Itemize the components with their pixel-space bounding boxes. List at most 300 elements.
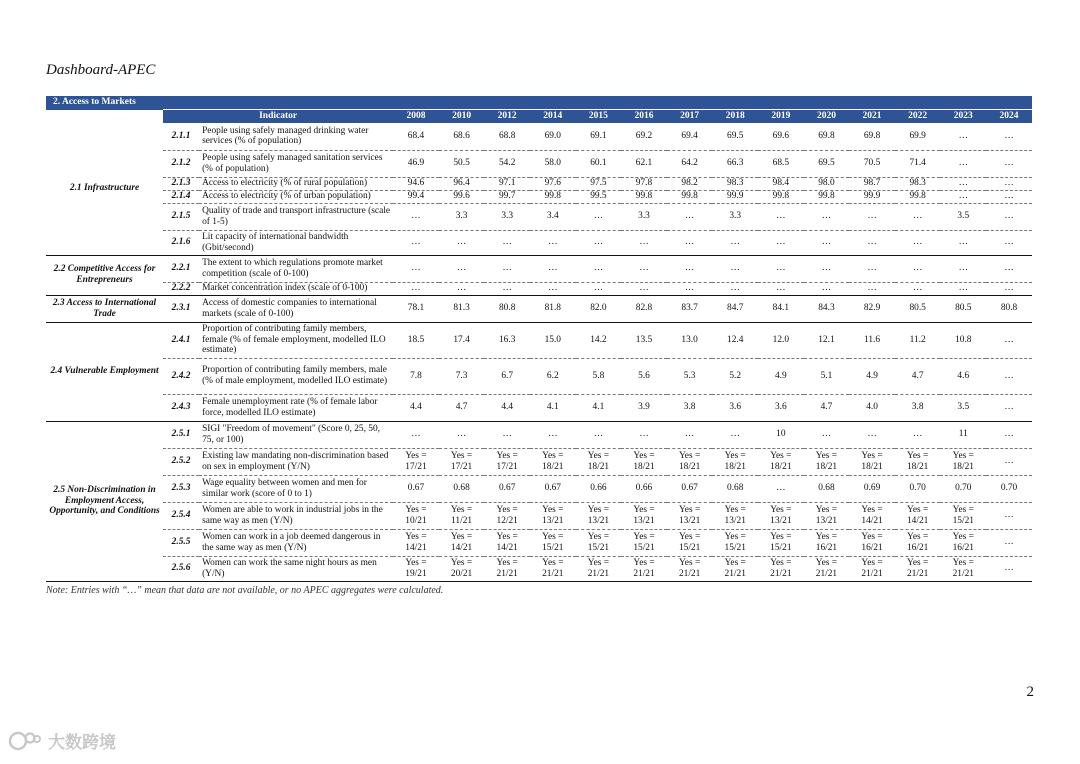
indicator-value: Yes = 12/21: [484, 502, 530, 529]
indicator-value: Yes = 21/21: [484, 556, 530, 581]
indicator-value: …: [895, 421, 941, 448]
indicator-value: …: [576, 421, 622, 448]
year-column-header: 2021: [849, 110, 895, 124]
indicator-name: People using safely managed sanitation services (% of population): [199, 150, 393, 177]
indicator-value: …: [393, 203, 439, 230]
indicator-value: …: [621, 282, 667, 295]
indicator-table-body: [46, 123, 1032, 581]
indicator-value: Yes = 20/21: [439, 556, 485, 581]
indicator-value: Yes = 13/21: [576, 502, 622, 529]
indicator-value: 4.0: [849, 394, 895, 421]
indicator-value: 70.5: [849, 150, 895, 177]
indicator-value: …: [439, 230, 485, 255]
indicator-value: Yes = 14/21: [849, 502, 895, 529]
indicator-value: 68.4: [393, 123, 439, 150]
indicator-value: 6.7: [484, 358, 530, 394]
indicator-value: …: [758, 282, 804, 295]
year-column-header: 2017: [667, 110, 713, 124]
indicator-value: …: [530, 282, 576, 295]
indicator-value: Yes = 15/21: [621, 529, 667, 556]
indicator-value: …: [986, 358, 1032, 394]
indicator-value: 10.8: [940, 322, 986, 358]
indicator-table: [46, 96, 1032, 582]
indicator-value: 5.2: [712, 358, 758, 394]
indicator-value: …: [439, 255, 485, 282]
indicator-value: 69.5: [804, 150, 850, 177]
indicator-value: 0.70: [986, 475, 1032, 502]
indicator-group-label: 2.5 Non-Discrimination in Employment Access, Opportunity, and Conditions: [46, 421, 163, 581]
indicator-value: …: [940, 190, 986, 203]
indicator-value: 80.5: [895, 295, 941, 322]
indicator-value: Yes = 15/21: [576, 529, 622, 556]
indicator-value: Yes = 16/21: [804, 529, 850, 556]
year-column-header: 2015: [576, 110, 622, 124]
indicator-code: 2.5.2: [163, 448, 199, 475]
indicator-value: …: [986, 123, 1032, 150]
table-row: [46, 421, 1032, 448]
year-column-header: 2023: [940, 110, 986, 124]
indicator-value: …: [849, 282, 895, 295]
indicator-value: 3.3: [712, 203, 758, 230]
table-row: [46, 448, 1032, 475]
indicator-value: …: [986, 150, 1032, 177]
indicator-value: …: [895, 282, 941, 295]
indicator-code: 2.5.3: [163, 475, 199, 502]
indicator-value: …: [758, 255, 804, 282]
indicator-value: Yes = 18/21: [849, 448, 895, 475]
indicator-value: Yes = 21/21: [667, 556, 713, 581]
indicator-value: Yes = 16/21: [895, 529, 941, 556]
indicator-code: 2.2.1: [163, 255, 199, 282]
indicator-value: 80.8: [986, 295, 1032, 322]
indicator-value: …: [986, 502, 1032, 529]
indicator-value: Yes = 14/21: [393, 529, 439, 556]
indicator-value: …: [986, 421, 1032, 448]
indicator-value: Yes = 17/21: [484, 448, 530, 475]
table-row: [46, 295, 1032, 322]
indicator-value: 69.5: [712, 123, 758, 150]
indicator-value: Yes = 10/21: [393, 502, 439, 529]
indicator-value: 99.5: [576, 190, 622, 203]
indicator-value: 68.6: [439, 123, 485, 150]
indicator-value: 98.7: [849, 177, 895, 190]
indicator-value: 6.2: [530, 358, 576, 394]
table-row: [46, 255, 1032, 282]
indicator-value: 98.0: [804, 177, 850, 190]
indicator-value: 0.70: [895, 475, 941, 502]
watermark-text: 大数跨境: [48, 733, 116, 753]
indicator-value: …: [712, 230, 758, 255]
indicator-value: 99.9: [712, 190, 758, 203]
indicator-value: …: [530, 230, 576, 255]
table-row: [46, 394, 1032, 421]
indicator-value: …: [576, 203, 622, 230]
table-row: [46, 190, 1032, 203]
indicator-value: 4.9: [758, 358, 804, 394]
indicator-name: Access to electricity (% of urban population): [199, 190, 393, 203]
indicator-value: …: [986, 282, 1032, 295]
indicator-value: …: [986, 177, 1032, 190]
indicator-value: 3.6: [712, 394, 758, 421]
indicator-value: Yes = 17/21: [439, 448, 485, 475]
indicator-code: 2.4.3: [163, 394, 199, 421]
indicator-value: 80.5: [940, 295, 986, 322]
year-column-header: 2012: [484, 110, 530, 124]
year-column-header: 2019: [758, 110, 804, 124]
indicator-value: …: [758, 475, 804, 502]
indicator-value: 7.3: [439, 358, 485, 394]
indicator-value: 54.2: [484, 150, 530, 177]
indicator-value: …: [393, 230, 439, 255]
indicator-group-label: 2.1 Infrastructure: [46, 123, 163, 255]
indicator-column-header: Indicator: [163, 110, 393, 124]
indicator-value: 66.3: [712, 150, 758, 177]
indicator-code: 2.4.2: [163, 358, 199, 394]
section-header-row: [46, 96, 1032, 110]
indicator-value: 81.3: [439, 295, 485, 322]
indicator-value: 0.70: [940, 475, 986, 502]
indicator-value: …: [576, 282, 622, 295]
indicator-value: Yes = 21/21: [804, 556, 850, 581]
indicator-value: …: [484, 230, 530, 255]
indicator-value: 4.4: [393, 394, 439, 421]
indicator-value: …: [804, 230, 850, 255]
watermark: [8, 728, 116, 753]
indicator-group-label: 2.3 Access to International Trade: [46, 295, 163, 322]
table-row: [46, 556, 1032, 581]
indicator-name: Women can work the same night hours as men (Y/N): [199, 556, 393, 581]
indicator-value: Yes = 17/21: [393, 448, 439, 475]
indicator-value: …: [712, 282, 758, 295]
indicator-value: 17.4: [439, 322, 485, 358]
indicator-value: Yes = 18/21: [621, 448, 667, 475]
indicator-name: Access of domestic companies to international markets (scale of 0-100): [199, 295, 393, 322]
indicator-value: …: [986, 529, 1032, 556]
indicator-value: Yes = 18/21: [667, 448, 713, 475]
indicator-code: 2.2.2: [163, 282, 199, 295]
indicator-value: 4.7: [895, 358, 941, 394]
indicator-value: 5.1: [804, 358, 850, 394]
indicator-value: …: [667, 421, 713, 448]
table-row: [46, 230, 1032, 255]
indicator-value: 99.8: [758, 190, 804, 203]
indicator-value: 69.8: [804, 123, 850, 150]
table-row: [46, 502, 1032, 529]
indicator-value: 82.0: [576, 295, 622, 322]
indicator-value: 99.4: [393, 190, 439, 203]
indicator-value: …: [986, 448, 1032, 475]
indicator-value: Yes = 13/21: [530, 502, 576, 529]
indicator-name: Market concentration index (scale of 0-100): [199, 282, 393, 295]
indicator-value: …: [986, 322, 1032, 358]
year-column-header: 2020: [804, 110, 850, 124]
indicator-value: Yes = 14/21: [439, 529, 485, 556]
indicator-value: …: [758, 230, 804, 255]
indicator-value: 97.8: [621, 177, 667, 190]
indicator-value: 18.5: [393, 322, 439, 358]
indicator-value: …: [667, 230, 713, 255]
indicator-value: Yes = 15/21: [940, 502, 986, 529]
indicator-value: …: [895, 255, 941, 282]
table-row: [46, 203, 1032, 230]
indicator-name: People using safely managed drinking water services (% of population): [199, 123, 393, 150]
indicator-value: 82.9: [849, 295, 895, 322]
indicator-value: …: [849, 203, 895, 230]
indicator-value: …: [667, 203, 713, 230]
indicator-value: 4.9: [849, 358, 895, 394]
group-header-blank: [46, 110, 163, 124]
indicator-value: …: [986, 203, 1032, 230]
indicator-value: …: [530, 421, 576, 448]
indicator-value: 3.4: [530, 203, 576, 230]
indicator-value: 13.5: [621, 322, 667, 358]
indicator-value: Yes = 21/21: [895, 556, 941, 581]
indicator-value: 3.3: [484, 203, 530, 230]
indicator-value: 69.8: [849, 123, 895, 150]
indicator-value: 99.8: [621, 190, 667, 203]
table-row: [46, 475, 1032, 502]
indicator-value: Yes = 13/21: [712, 502, 758, 529]
indicator-value: …: [804, 282, 850, 295]
indicator-value: 3.8: [667, 394, 713, 421]
indicator-value: 84.7: [712, 295, 758, 322]
indicator-value: …: [804, 255, 850, 282]
table-row: [46, 322, 1032, 358]
indicator-value: 4.6: [940, 358, 986, 394]
year-column-header: 2018: [712, 110, 758, 124]
indicator-value: 0.66: [576, 475, 622, 502]
indicator-value: 69.6: [758, 123, 804, 150]
indicator-name: SIGI "Freedom of movement" (Score 0, 25, 50, 75, or 100): [199, 421, 393, 448]
indicator-value: 68.8: [484, 123, 530, 150]
indicator-value: …: [621, 230, 667, 255]
indicator-value: 5.6: [621, 358, 667, 394]
indicator-value: 5.3: [667, 358, 713, 394]
indicator-value: 97.6: [530, 177, 576, 190]
indicator-value: 69.9: [895, 123, 941, 150]
indicator-value: 99.8: [804, 190, 850, 203]
indicator-value: …: [940, 150, 986, 177]
indicator-value: …: [940, 282, 986, 295]
indicator-value: …: [712, 421, 758, 448]
indicator-value: Yes = 21/21: [530, 556, 576, 581]
column-header-row: [46, 110, 1032, 124]
indicator-value: Yes = 19/21: [393, 556, 439, 581]
indicator-name: Quality of trade and transport infrastructure (scale of 1-5): [199, 203, 393, 230]
indicator-code: 2.5.5: [163, 529, 199, 556]
indicator-value: 3.5: [940, 203, 986, 230]
indicator-table-container: [46, 96, 1032, 582]
indicator-value: …: [849, 230, 895, 255]
indicator-value: …: [484, 282, 530, 295]
indicator-name: Existing law mandating non-discrimination based on sex in employment (Y/N): [199, 448, 393, 475]
indicator-value: 71.4: [895, 150, 941, 177]
indicator-value: …: [895, 230, 941, 255]
indicator-code: 2.5.1: [163, 421, 199, 448]
indicator-code: 2.1.1: [163, 123, 199, 150]
section-title: 2. Access to Markets: [46, 96, 1032, 110]
indicator-value: Yes = 21/21: [758, 556, 804, 581]
indicator-name: Women can work in a job deemed dangerous in the same way as men (Y/N): [199, 529, 393, 556]
indicator-value: 62.1: [621, 150, 667, 177]
indicator-value: …: [439, 282, 485, 295]
indicator-value: …: [758, 203, 804, 230]
indicator-value: 97.1: [484, 177, 530, 190]
table-row: [46, 123, 1032, 150]
table-row: [46, 282, 1032, 295]
table-row: [46, 529, 1032, 556]
indicator-name: Proportion of contributing family members, female (% of female employment, modelled ILO estimate): [199, 322, 393, 358]
indicator-value: …: [393, 255, 439, 282]
indicator-value: Yes = 13/21: [758, 502, 804, 529]
indicator-value: …: [667, 282, 713, 295]
indicator-code: 2.4.1: [163, 322, 199, 358]
indicator-value: 50.5: [439, 150, 485, 177]
indicator-value: Yes = 15/21: [758, 529, 804, 556]
indicator-value: 83.7: [667, 295, 713, 322]
indicator-value: 4.7: [439, 394, 485, 421]
indicator-value: 15.0: [530, 322, 576, 358]
indicator-group-label: 2.4 Vulnerable Employment: [46, 322, 163, 421]
year-column-header: 2022: [895, 110, 941, 124]
indicator-value: Yes = 21/21: [849, 556, 895, 581]
indicator-value: 68.5: [758, 150, 804, 177]
indicator-name: Lit capacity of international bandwidth (Gbit/second): [199, 230, 393, 255]
indicator-name: The extent to which regulations promote market competition (scale of 0-100): [199, 255, 393, 282]
indicator-name: Proportion of contributing family members, male (% of male employment, modelled ILO estimate): [199, 358, 393, 394]
indicator-value: 69.0: [530, 123, 576, 150]
indicator-value: 3.8: [895, 394, 941, 421]
indicator-value: 81.8: [530, 295, 576, 322]
indicator-value: Yes = 21/21: [621, 556, 667, 581]
indicator-value: 60.1: [576, 150, 622, 177]
indicator-value: 0.69: [849, 475, 895, 502]
indicator-code: 2.1.3: [163, 177, 199, 190]
indicator-value: 7.8: [393, 358, 439, 394]
indicator-value: 4.1: [530, 394, 576, 421]
indicator-value: 78.1: [393, 295, 439, 322]
indicator-value: 3.9: [621, 394, 667, 421]
indicator-value: …: [986, 190, 1032, 203]
indicator-value: …: [621, 255, 667, 282]
indicator-value: …: [986, 230, 1032, 255]
indicator-value: Yes = 18/21: [895, 448, 941, 475]
indicator-value: 11.6: [849, 322, 895, 358]
indicator-value: …: [804, 203, 850, 230]
indicator-code: 2.1.4: [163, 190, 199, 203]
indicator-value: …: [940, 230, 986, 255]
indicator-value: …: [986, 255, 1032, 282]
indicator-value: 10: [758, 421, 804, 448]
indicator-value: 69.1: [576, 123, 622, 150]
indicator-value: 84.1: [758, 295, 804, 322]
indicator-value: 3.3: [621, 203, 667, 230]
indicator-value: 12.1: [804, 322, 850, 358]
indicator-code: 2.5.4: [163, 502, 199, 529]
indicator-value: 0.66: [621, 475, 667, 502]
indicator-value: 0.68: [439, 475, 485, 502]
indicator-value: 0.68: [804, 475, 850, 502]
page-title: Dashboard-APEC: [46, 62, 156, 78]
indicator-value: 84.3: [804, 295, 850, 322]
indicator-value: Yes = 15/21: [667, 529, 713, 556]
indicator-value: …: [986, 556, 1032, 581]
indicator-value: …: [849, 421, 895, 448]
indicator-value: …: [439, 421, 485, 448]
indicator-value: 82.8: [621, 295, 667, 322]
indicator-value: …: [576, 230, 622, 255]
indicator-value: 3.6: [758, 394, 804, 421]
indicator-value: Yes = 13/21: [621, 502, 667, 529]
indicator-value: 12.0: [758, 322, 804, 358]
indicator-name: Women are able to work in industrial jobs in the same way as men (Y/N): [199, 502, 393, 529]
indicator-value: 0.68: [712, 475, 758, 502]
indicator-value: Yes = 18/21: [804, 448, 850, 475]
indicator-value: …: [804, 421, 850, 448]
indicator-value: Yes = 18/21: [530, 448, 576, 475]
indicator-value: 0.67: [393, 475, 439, 502]
year-column-header: 2024: [986, 110, 1032, 124]
indicator-group-label: 2.2 Competitive Access for Entrepreneurs: [46, 255, 163, 295]
indicator-value: 69.2: [621, 123, 667, 150]
indicator-value: 0.67: [667, 475, 713, 502]
indicator-value: Yes = 15/21: [530, 529, 576, 556]
year-column-header: 2010: [439, 110, 485, 124]
indicator-name: Female unemployment rate (% of female labor force, modelled ILO estimate): [199, 394, 393, 421]
indicator-value: 98.2: [667, 177, 713, 190]
indicator-value: Yes = 21/21: [576, 556, 622, 581]
indicator-value: …: [393, 282, 439, 295]
indicator-value: 97.5: [576, 177, 622, 190]
indicator-value: …: [940, 123, 986, 150]
table-row: [46, 150, 1032, 177]
indicator-value: …: [940, 177, 986, 190]
indicator-value: 3.5: [940, 394, 986, 421]
indicator-code: 2.1.2: [163, 150, 199, 177]
indicator-value: Yes = 18/21: [712, 448, 758, 475]
indicator-value: 98.3: [895, 177, 941, 190]
indicator-code: 2.1.6: [163, 230, 199, 255]
indicator-value: Yes = 18/21: [576, 448, 622, 475]
indicator-code: 2.5.6: [163, 556, 199, 581]
indicator-value: …: [621, 421, 667, 448]
indicator-value: 98.3: [712, 177, 758, 190]
indicator-value: Yes = 18/21: [940, 448, 986, 475]
indicator-code: 2.3.1: [163, 295, 199, 322]
indicator-value: Yes = 11/21: [439, 502, 485, 529]
indicator-value: Yes = 14/21: [484, 529, 530, 556]
indicator-value: 64.2: [667, 150, 713, 177]
page-number: 2: [1026, 684, 1034, 700]
indicator-value: 0.67: [530, 475, 576, 502]
indicator-value: 99.9: [849, 190, 895, 203]
indicator-value: 98.4: [758, 177, 804, 190]
indicator-value: 99.8: [895, 190, 941, 203]
indicator-value: Yes = 16/21: [940, 529, 986, 556]
indicator-value: …: [712, 255, 758, 282]
indicator-value: 99.6: [439, 190, 485, 203]
indicator-value: …: [986, 394, 1032, 421]
indicator-value: 4.7: [804, 394, 850, 421]
indicator-value: 58.0: [530, 150, 576, 177]
indicator-value: …: [895, 203, 941, 230]
table-note: Note: Entries with “…” mean that data are not available, or no APEC aggregates were calculated.: [46, 585, 444, 596]
indicator-code: 2.1.5: [163, 203, 199, 230]
indicator-value: …: [667, 255, 713, 282]
indicator-value: …: [849, 255, 895, 282]
indicator-value: 80.8: [484, 295, 530, 322]
indicator-value: 0.67: [484, 475, 530, 502]
